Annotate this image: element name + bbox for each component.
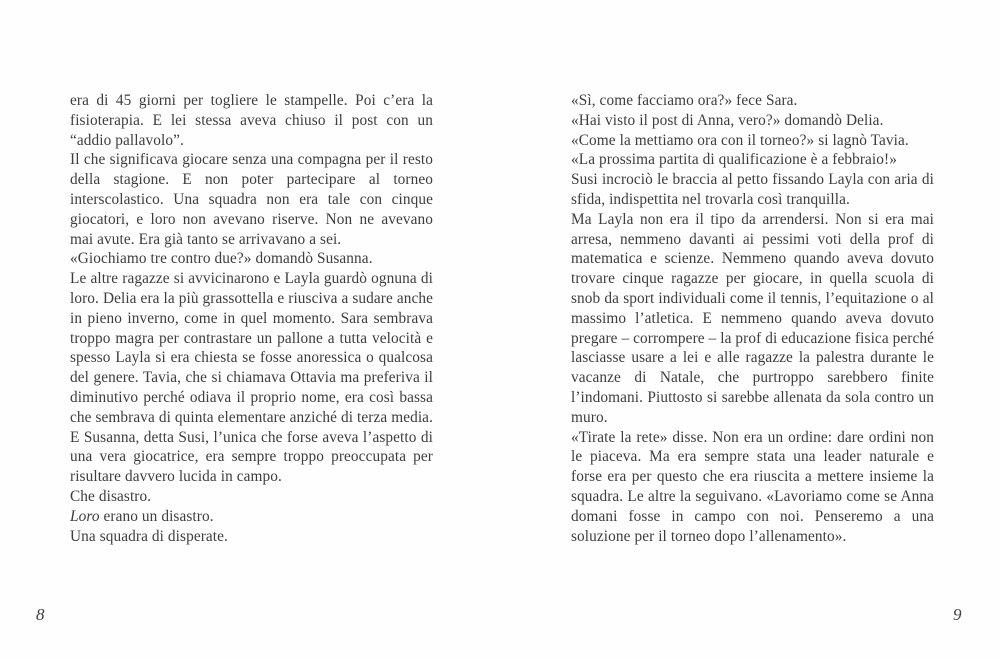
paragraph [571,131,934,151]
text: era di 45 giorni per togliere le stampelle. Poi c’era la fisioterapia. E lei stessa aveva chiuso il post con un “addio pallavolo”. [70,92,433,149]
text: «Hai visto il post di Anna, vero?» domandò Delia. [571,111,884,129]
page-number-left: 8 [36,605,45,624]
text: «Giochiamo tre contro due?» domandò Susanna. [70,250,373,268]
text: «Tirate la rete» disse. Non era un ordine: dare ordini non le piaceva. Ma era sempre stata una leader naturale e forse era per questo che era riuscita a mettere insieme la squadra. Le altre la seguivano. «Lavoriamo come se Anna domani fosse in campo con noi. Penseremo a una soluzione per il torneo dopo l’allenamento». [571,428,934,545]
paragraph [571,428,934,547]
paragraph [70,507,433,527]
paragraph [70,91,433,150]
paragraph [70,249,433,269]
page-number-right: 9 [953,605,962,624]
text: Il che significava giocare senza una compagna per il resto della stagione. E non poter partecipare al torneo interscolastico. Una squadra non era tale con cinque giocatori, e loro non avevano riserve. Non ne avevano mai avute. Era già tanto se arrivavano a sei. [70,151,433,248]
text: «Come la mettiamo ora con il torneo?» si lagnò Tavia. [571,131,909,149]
paragraph [571,150,934,170]
text: Una squadra di disperate. [70,527,228,545]
italic-text: Loro [70,507,100,525]
left-page-text [70,91,433,546]
paragraph [70,487,433,507]
text: Le altre ragazze si avvicinarono e Layla guardò ognuna di loro. Delia era la più grassottella e riusciva a sudare anche in pieno inverno, come in quel momento. Sara sembrava troppo magra per contrastare un pallone a tutta velocità e spesso Layla si era chiesta se fosse anoressica o qualcosa del genere. Tavia, che si chiamava Ottavia ma preferiva il diminutivo perché odiava il proprio nome, era così bassa che sembrava di quinta elementare anziché di terza media. E Susanna, detta Susi, l’unica che forse aveva l’aspetto di una vera giocatrice, era sempre troppo preoccupata per risultare davvero lucida in campo. [70,270,433,486]
text: Ma Layla non era il tipo da arrendersi. Non si era mai arresa, nemmeno davanti ai pessimi voti della prof di matematica e scienze. Nemmeno quando aveva dovuto trovare cinque ragazze per giocare, in quella scuola di snob da sport individuali come il tennis, l’equitazione o al massimo l’atletica. E nemmeno quando aveva dovuto pregare – corrompere – la prof di educazione fisica perché lasciasse usare a lei e alle ragazze la palestra durante le vacanze di Natale, che purtroppo sarebbero finite l’indomani. Piuttosto si sarebbe allenata da sola contro un muro. [571,210,934,426]
paragraph [571,170,934,210]
text: erano un disastro. [99,507,214,525]
text: «Sì, come facciamo ora?» fece Sara. [571,92,798,109]
paragraph [70,269,433,487]
paragraph [70,150,433,249]
text: «La prossima partita di qualificazione è a febbraio!» [571,151,897,169]
text: Che disastro. [70,487,152,505]
right-page-text [571,91,934,546]
paragraph [571,210,934,428]
text: Susi incrociò le braccia al petto fissando Layla con aria di sfida, indispettita nel trovarla così tranquilla. [571,171,934,208]
paragraph [571,91,934,111]
paragraph [70,527,433,547]
paragraph [571,111,934,131]
